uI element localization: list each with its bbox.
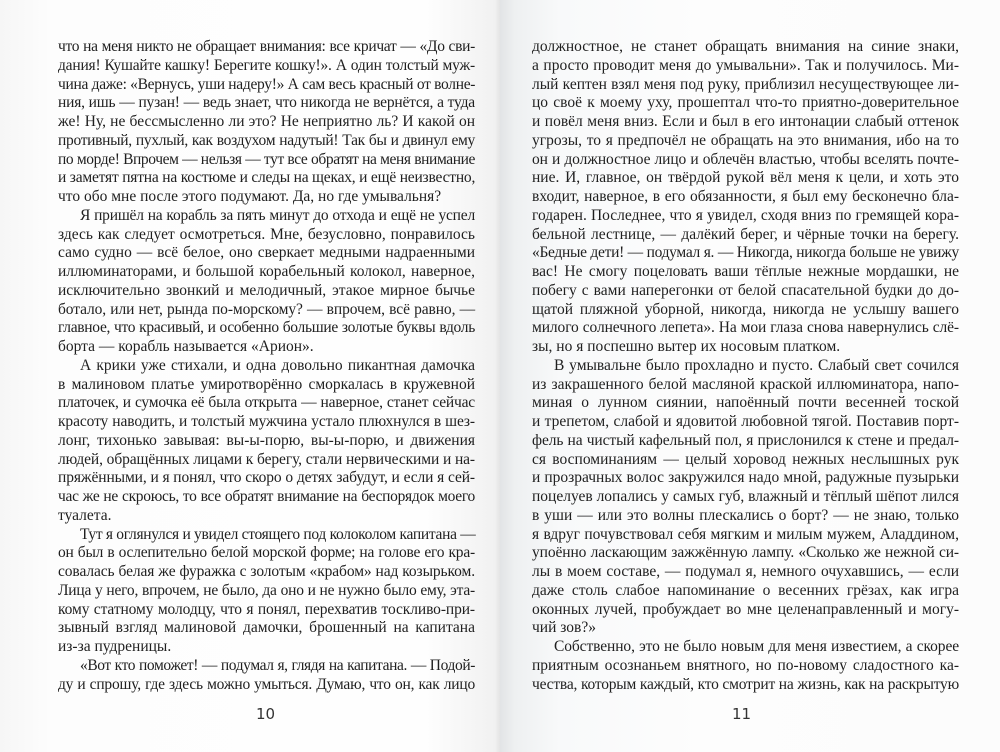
text-line: угрозы, то я предпочёл не обращать на это внимания, ибо на то: [532, 131, 959, 149]
text-line: и трепетом, слабой и ядовитой любовной тягой. Поставив порт-: [532, 413, 959, 430]
text-line: лы в моем составе, — подумал я, немного очухавшись, — если: [532, 563, 959, 580]
text-line: Тут я оглянулся и увидел стоящего под колоколом капитана —: [80, 525, 476, 543]
text-line: туалета.: [58, 506, 112, 524]
text-line: я вдруг почувствовал себя мягким и милым мужем, Аладдином,: [532, 525, 959, 543]
text-line: поцелуев лопались у самых губ, влажный и тёплый шёпот лился: [532, 488, 960, 505]
text-line: лый кептен взял меня под руку, приблизил несуществующее ли-: [532, 75, 959, 93]
text-line: оконных лучей, пробуждает во мне целенаправленный и могу-: [532, 600, 959, 618]
text-line: же! Ну, не бессмысленно ли это? Не неприятно ль? И какой он: [58, 113, 475, 130]
page-text: [58, 38, 475, 694]
text-line: что обо мне после этого подумают. Да, но где умывальня?: [58, 188, 442, 205]
text-line: ся воспоминаниям — целый хоровод нежных неслышных рук: [532, 450, 959, 468]
text-line: главное, что красивый, и особенно большие золотые буквы вдоль: [58, 319, 475, 337]
text-line: годарен. Последнее, что я увидел, сходя вниз по гремящей кора-: [532, 206, 959, 224]
text-line: должностное, не станет обращать внимания на синие знаки,: [532, 38, 959, 55]
text-line: в малиновом платье умиротворённо сморкалась в кружевной: [58, 375, 475, 393]
text-line: цо своё к моему уху, прошептал что-то приятно-доверительное: [532, 94, 959, 112]
text-line: вас! Не смогу поцеловать ваши тёплые нежные мордашки, не: [532, 263, 959, 280]
text-line: и заметят пятна на костюме и следы на щеках, и ещё неизвестно,: [58, 169, 476, 187]
text-line: милого солнечного лепета». На мои глаза снова навернулись слё-: [532, 319, 959, 337]
text-line: побегу с вами наперегонки от белой спасательной будки до до-: [532, 281, 959, 299]
text-line: В умывальне было прохладно и пусто. Слабый свет сочился: [554, 356, 959, 374]
page-number: 11: [732, 705, 752, 723]
page-text: [532, 38, 959, 694]
text-line: и повёл меня вниз. Если и был в его интонации слабый оттенок: [532, 113, 959, 130]
text-line: «Вот кто поможет! — подумал я, глядя на капитана. — Подой-: [80, 656, 475, 674]
text-line: даже столь слабое напоминание о весенних грёзах, как игра: [532, 581, 959, 599]
text-line: а просто проводит меня до умывальни». Так и получилось. Ми-: [532, 56, 959, 74]
text-line: дания! Кушайте кашку! Берегите кошку!». А один толстый муж-: [58, 56, 475, 74]
text-line: из-за пудреницы.: [58, 638, 172, 655]
text-line: и прозрачных волос закружился надо мной, радужные пузырьки: [532, 469, 959, 487]
text-line: фель на чистый кафельный пол, я прислонился к стене и предал-: [532, 431, 959, 449]
text-line: иллюминаторами, и большой корабельный колокол, наверное,: [58, 263, 475, 280]
text-line: приятным осознаньем внятного, но по-новому сладостного ка-: [532, 656, 959, 674]
text-line: само судно — всё белое, оно сверкает медными надраенными: [58, 244, 475, 262]
text-line: из закрашенного белой масляной краской иллюминатора, напо-: [532, 375, 959, 393]
text-line: он и должностное лицо и облечён властью, чтобы вселять почте-: [532, 150, 959, 168]
text-line: час же не скроюсь, то все обратят внимание на беспорядок моего: [58, 488, 475, 505]
page-number: 10: [256, 705, 276, 723]
text-line: он был в ослепительно белой морской форме; на голове его кра-: [58, 544, 475, 562]
text-line: упоённо ласкающим зажжённую лампу. «Сколько же нежной си-: [532, 544, 959, 562]
text-line: в уши — или это волны плескались о борт? — не знаю, только: [532, 506, 959, 524]
text-line: ботало, или нет, рында по-морскому? — впрочем, всё равно, —: [58, 300, 475, 318]
text-line: ние. И, главное, он твёрдой рукой вёл меня к цели, и хоть это: [532, 169, 959, 187]
text-line: борта — корабль называется «Арион».: [58, 338, 314, 355]
text-line: ния, ишь — пузан! — ведь знает, что никогда не вернётся, а туда: [58, 94, 475, 112]
text-line: чий зов?»: [532, 619, 596, 637]
text-line: что на меня никто не обращает внимания: все кричат — «До сви-: [58, 38, 475, 55]
text-line: лонг, тихонько завывая: вы-ы-порю, вы-ы-порю, и движения: [58, 431, 475, 449]
text-line: по морде! Впрочем — нельзя — тут все обратят на меня внимание: [58, 150, 475, 168]
text-line: зы, но я поспешно вытер их носовым платком.: [532, 338, 841, 355]
text-line: ду и спрошу, где здесь можно умыться. Думаю, что он, как лицо: [58, 675, 475, 693]
text-line: красоту наводить, и толстый мужчина устало плюхнулся в шез-: [58, 413, 475, 430]
text-line: щатой пляжной уборной, никогда, никогда не услышу вашего: [532, 300, 959, 318]
text-line: совалась белая же фуражка с золотым «крабом» над козырьком.: [58, 563, 475, 580]
text-line: А крики уже стихали, и одна довольно пикантная дамочка: [80, 356, 475, 374]
text-line: зывный взгляд малиновой дамочки, брошенный на капитана: [58, 619, 475, 637]
text-line: миная о лунном сиянии, напоённый почти весенней тоской: [532, 394, 959, 412]
text-line: исключительно звонкий и мелодичный, этакое мирное бычье: [58, 281, 475, 299]
text-line: пряжёнными, и я понял, что скоро о детях забудут, и если я сей-: [58, 469, 475, 487]
text-line: кому статному молодцу, что я понял, перехватив тоскливо-при-: [58, 600, 475, 618]
text-line: чина даже: «Вернусь, уши надеру!» А сам весь красный от волне-: [58, 75, 476, 93]
text-line: платочек, и сумочка её была открыта — наверное, станет сейчас: [58, 394, 475, 412]
text-line: Лица у него, впрочем, не было, да оно и не нужно было ему, эта-: [58, 581, 475, 599]
text-line: бельной лестнице, — далёкий берег, и чёрные точки на берегу.: [532, 225, 959, 243]
text-line: Я пришёл на корабль за пять минут до отхода и ещё не успел: [80, 206, 475, 224]
text-line: противный, пухлый, как воздухом надутый! Так бы и двинул ему: [58, 131, 475, 149]
text-line: чества, которым каждый, кто смотрит на жизнь, как на раскрытую: [532, 675, 959, 693]
text-line: здесь как следует осмотреться. Мне, безусловно, понравилось: [58, 225, 475, 243]
text-line: Собственно, это не было новым для меня известием, а скорее: [554, 638, 959, 655]
text-line: входит, наверное, в его обязанности, я был ему бесконечно бла-: [532, 188, 959, 205]
text-line: людей, обращённых лицами к берегу, стали нервическими и на-: [58, 450, 475, 468]
right-page: [500, 0, 1000, 752]
text-line: «Бедные дети! — подумал я. — Никогда, никогда больше не увижу: [532, 244, 959, 262]
